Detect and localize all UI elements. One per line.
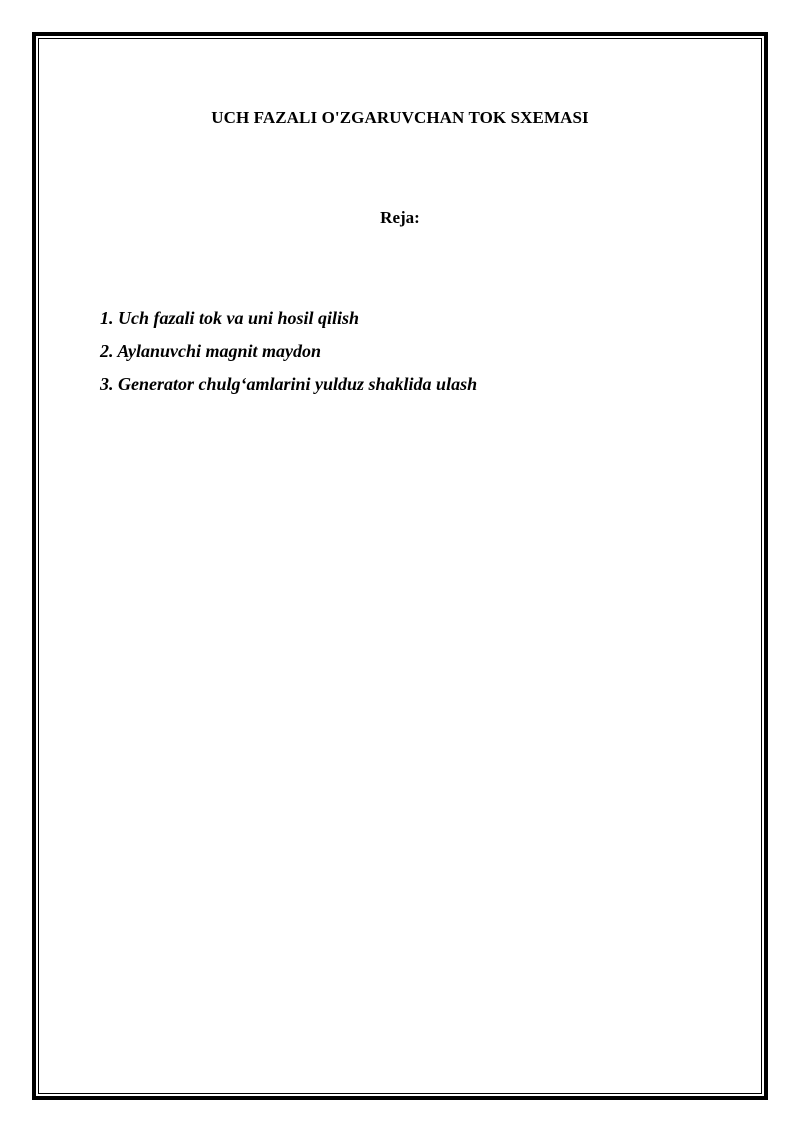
- page-border-inner: [38, 38, 762, 1094]
- plan-heading: Reja:: [380, 208, 420, 227]
- plan-item-1: 1. Uch fazali tok va uni hosil qilish: [100, 308, 360, 328]
- plan-list: [100, 302, 477, 401]
- plan-item-3: 3. Generator chulg‘amlarini yulduz shaklida ulash: [100, 374, 478, 394]
- plan-item-2: 2. Aylanuvchi magnit maydon: [100, 341, 322, 361]
- document-title: UCH FAZALI O'ZGARUVCHAN TOK SXEMASI: [211, 108, 589, 127]
